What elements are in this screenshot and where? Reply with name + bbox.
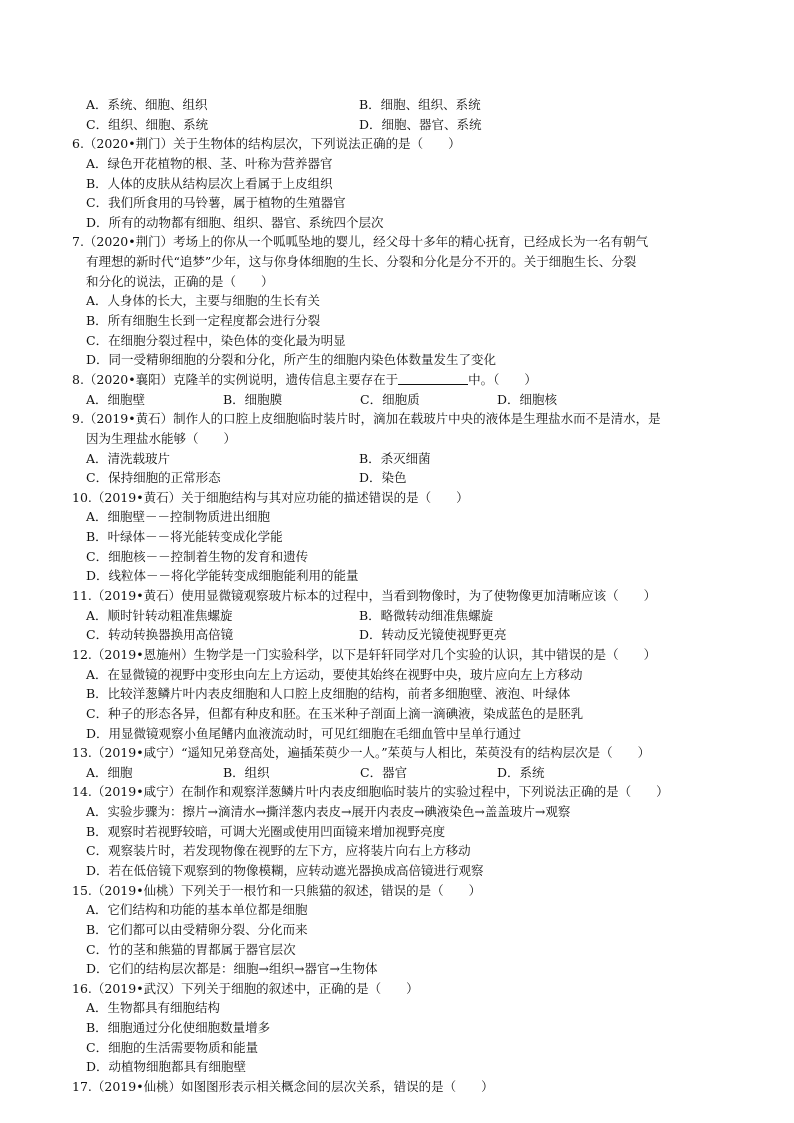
question-stem-cont: 和分化的说法，正确的是（ ） [86, 273, 274, 289]
option: C．器官 [360, 764, 408, 780]
option: A．清洗载玻片 [86, 450, 171, 466]
question-stem: 7.（2020•荆门）考场上的你从一个呱呱坠地的婴儿，经父母十多年的精心抚育，已经成长为一名有朝气 [72, 234, 649, 250]
option: D．染色 [359, 470, 407, 486]
option: B．叶绿体－－将光能转变成化学能 [86, 529, 283, 545]
option: C．细胞质 [360, 391, 420, 407]
option: B．杀灭细菌 [359, 450, 431, 466]
question-stem: 10.（2019•黄石）关于细胞结构与其对应功能的描述错误的是（ ） [72, 489, 469, 505]
option: B．人体的皮肤从结构层次上看属于上皮组织 [86, 175, 333, 191]
question-stem: 14.（2019•咸宁）在制作和观察洋葱鳞片叶内表皮细胞临时装片的实验过程中，下列说法正确的是（ ） [72, 784, 669, 800]
option: C．转动转换器换用高倍镜 [86, 627, 234, 643]
option: A．在显微镜的视野中变形虫向左上方运动，要使其始终在视野中央，玻片应向左上方移动 [86, 666, 583, 682]
option-row [72, 95, 732, 115]
option: A．系统、细胞、组织 [86, 97, 208, 112]
question-stem-cont: 有理想的新时代“追梦”少年，这与你身体细胞的生长、分裂和分化是分不开的。关于细胞生长、分裂 [86, 254, 637, 270]
option: B．它们都可以由受精卵分裂、分化而来 [86, 921, 308, 937]
option: C．保持细胞的正常形态 [86, 470, 221, 486]
option: C．我们所食用的马铃薯，属于植物的生殖器官 [86, 195, 346, 211]
option: A．顺时针转动粗准焦螺旋 [86, 607, 233, 623]
option: D．转动反光镜使视野更亮 [359, 627, 507, 643]
option: B．细胞膜 [223, 391, 283, 407]
option: D．若在低倍镜下观察到的物像模糊，应转动遮光器换成高倍镜进行观察 [86, 862, 484, 878]
question-stem [72, 370, 732, 390]
option-row [72, 763, 732, 783]
option: A．细胞 [86, 764, 133, 780]
question-stem-cont: 因为生理盐水能够（ ） [86, 430, 237, 446]
option: D．动植物细胞都具有细胞壁 [86, 1059, 247, 1075]
question-text: 8.（2020•襄阳）克隆羊的实例说明，遗传信息主要存在于 [72, 371, 399, 387]
option: A．绿色开花植物的根、茎、叶称为营养器官 [86, 155, 333, 171]
option: A．细胞壁－－控制物质进出细胞 [86, 509, 271, 525]
answer-blank [398, 371, 468, 385]
option: B．略微转动细准焦螺旋 [359, 607, 494, 623]
option: B．比较洋葱鳞片叶内表皮细胞和人口腔上皮细胞的结构，前者多细胞壁、液泡、叶绿体 [86, 686, 571, 702]
question-stem: 16.（2019•武汉）下列关于细胞的叙述中，正确的是（ ） [72, 980, 419, 996]
option-row [72, 390, 732, 410]
option: C．观察装片时，若发现物像在视野的左下方，应将装片向右上方移动 [86, 843, 471, 859]
option: B．所有细胞生长到一定程度都会进行分裂 [86, 313, 321, 329]
option: D．所有的动物都有细胞、组织、器官、系统四个层次 [86, 214, 384, 230]
option: C．在细胞分裂过程中，染色体的变化最为明显 [86, 332, 346, 348]
option: C．细胞核－－控制着生物的发育和遗传 [86, 548, 309, 564]
question-stem: 17.（2019•仙桃）如图图形表示相关概念间的层次关系，错误的是（ ） [72, 1079, 494, 1095]
question-stem: 15.（2019•仙桃）下列关于一根竹和一只熊猫的叙述，错误的是（ ） [72, 882, 482, 898]
option: B．细胞通过分化使细胞数量增多 [86, 1020, 271, 1036]
option: A．它们结构和功能的基本单位都是细胞 [86, 902, 308, 918]
option: A．人身体的长大，主要与细胞的生长有关 [86, 293, 321, 309]
option: D．它们的结构层次都是：细胞→组织→器官→生物体 [86, 961, 378, 977]
option: C．细胞的生活需要物质和能量 [86, 1039, 259, 1055]
option: D．系统 [497, 764, 545, 780]
option: D．同一受精卵细胞的分裂和分化，所产生的细胞内染色体数量发生了变化 [86, 352, 497, 368]
option-row [72, 449, 732, 469]
option: D．用显微镜观察小鱼尾鳍内血液流动时，可见红细胞在毛细血管中呈单行通过 [86, 725, 522, 741]
option: B．组织 [223, 764, 270, 780]
question-text: 中。（ ） [468, 371, 537, 387]
option-row [72, 468, 732, 488]
option: B．观察时若视野较暗，可调大光圈或使用凹面镜来增加视野亮度 [86, 823, 446, 839]
option-row [72, 115, 732, 135]
question-stem: 11.（2019•黄石）使用显微镜观察玻片标本的过程中，当看到物像时，为了使物像更加清晰应该（ ） [72, 588, 657, 604]
option: C．竹的茎和熊猫的胃都属于器官层次 [86, 941, 296, 957]
option: C．组织、细胞、系统 [86, 116, 209, 132]
option: C．种子的形态各异，但都有种皮和胚。在玉米种子剖面上滴一滴碘液，染成蓝色的是胚乳 [86, 705, 584, 721]
question-stem: 13.（2019•咸宁）“遥知兄弟登高处，遍插茱萸少一人。”茱萸与人相比，茱萸没有的结构层次是（ ） [72, 745, 651, 761]
option: D．细胞核 [497, 391, 558, 407]
option: A．细胞壁 [86, 391, 146, 407]
question-stem: 6.（2020•荆门）关于生物体的结构层次，下列说法正确的是（ ） [72, 136, 461, 152]
option: D．线粒体－－将化学能转变成细胞能利用的能量 [86, 568, 359, 584]
question-list [72, 95, 732, 1097]
question-stem: 9.（2019•黄石）制作人的口腔上皮细胞临时装片时，滴加在载玻片中央的液体是生理盐水而不是清水，是 [72, 411, 661, 427]
option: B．细胞、组织、系统 [359, 97, 481, 112]
option: A．生物都具有细胞结构 [86, 1000, 221, 1016]
option: A．实验步骤为：擦片→滴清水→撕洋葱内表皮→展开内表皮→碘液染色→盖盖玻片→观察 [86, 804, 571, 820]
option-row [72, 625, 732, 645]
option: D．细胞、器官、系统 [359, 116, 482, 132]
question-stem: 12.（2019•恩施州）生物学是一门实验科学，以下是轩轩同学对几个实验的认识，其中错误的是（ ） [72, 646, 657, 662]
option-row [72, 606, 732, 626]
